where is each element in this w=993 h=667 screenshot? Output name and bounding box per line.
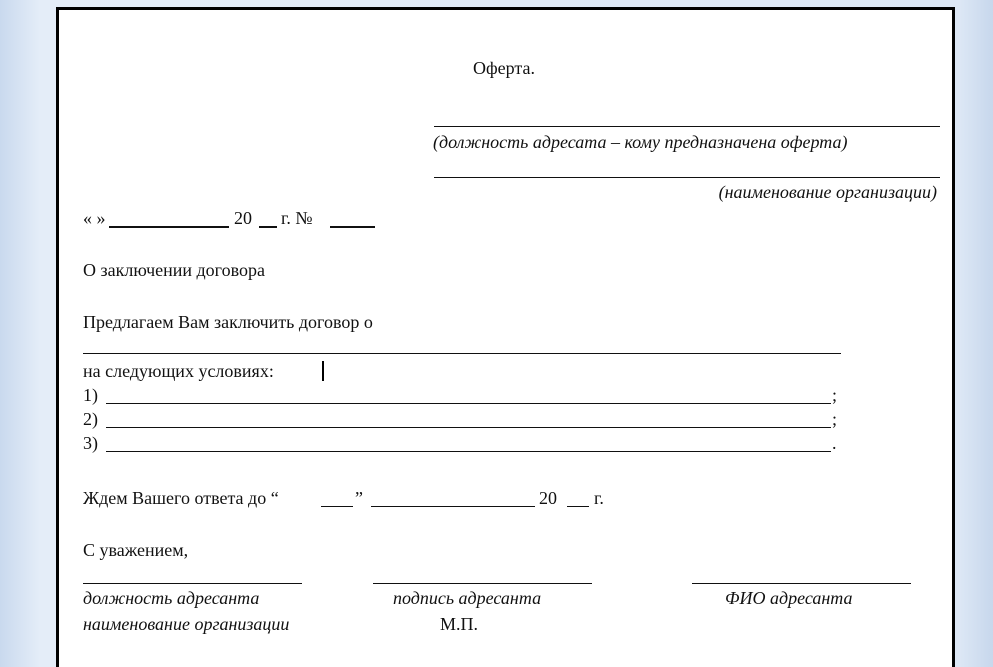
await-prefix: Ждем Вашего ответа до “ bbox=[83, 488, 279, 508]
condition-1-end: ; bbox=[832, 385, 838, 405]
doc-number-line[interactable] bbox=[330, 226, 375, 228]
sig-name-caption: ФИО адресанта bbox=[725, 588, 853, 608]
date-year-suffix: г. № bbox=[281, 208, 313, 228]
contract-subject-line[interactable] bbox=[83, 353, 841, 354]
sig-position-caption: должность адресанта bbox=[83, 588, 260, 608]
await-day-line[interactable] bbox=[321, 506, 353, 507]
recipient-org-line[interactable] bbox=[434, 177, 940, 178]
await-year-prefix: 20 bbox=[539, 488, 557, 508]
stamp-caption: М.П. bbox=[440, 614, 479, 634]
condition-2-number: 2) bbox=[83, 409, 98, 429]
sig-name-line[interactable] bbox=[692, 583, 911, 584]
conditions-intro: на следующих условиях: bbox=[83, 361, 274, 381]
sig-position-line[interactable] bbox=[83, 583, 302, 584]
offer-text: Предлагаем Вам заключить договор о bbox=[83, 312, 373, 332]
subject-line: О заключении договора bbox=[83, 260, 265, 280]
text-cursor bbox=[322, 361, 324, 381]
await-year-suffix: г. bbox=[594, 488, 604, 508]
date-year-line[interactable] bbox=[259, 226, 277, 228]
condition-1-number: 1) bbox=[83, 385, 98, 405]
sig-org-caption: наименование организации bbox=[83, 614, 290, 634]
document-page bbox=[56, 7, 955, 667]
condition-2-line[interactable] bbox=[106, 427, 831, 428]
regards-text: С уважением, bbox=[83, 540, 189, 560]
date-month-line[interactable] bbox=[109, 226, 229, 228]
await-month-line[interactable] bbox=[371, 506, 535, 507]
recipient-org-caption: (наименование организации) bbox=[718, 182, 937, 202]
condition-1-line[interactable] bbox=[106, 403, 831, 404]
condition-2-end: ; bbox=[832, 409, 838, 429]
sig-signature-caption: подпись адресанта bbox=[393, 588, 542, 608]
sig-signature-line[interactable] bbox=[373, 583, 592, 584]
date-quote: « » bbox=[83, 208, 106, 228]
await-year-line[interactable] bbox=[567, 506, 589, 507]
recipient-position-caption: (должность адресата – кому предназначена оферта) bbox=[433, 132, 848, 152]
date-year-prefix: 20 bbox=[234, 208, 252, 228]
recipient-position-line[interactable] bbox=[434, 126, 940, 127]
await-quote-close: ” bbox=[355, 488, 363, 508]
document-title: Оферта. bbox=[473, 58, 535, 78]
condition-3-end: . bbox=[832, 433, 837, 453]
condition-3-number: 3) bbox=[83, 433, 98, 453]
condition-3-line[interactable] bbox=[106, 451, 831, 452]
